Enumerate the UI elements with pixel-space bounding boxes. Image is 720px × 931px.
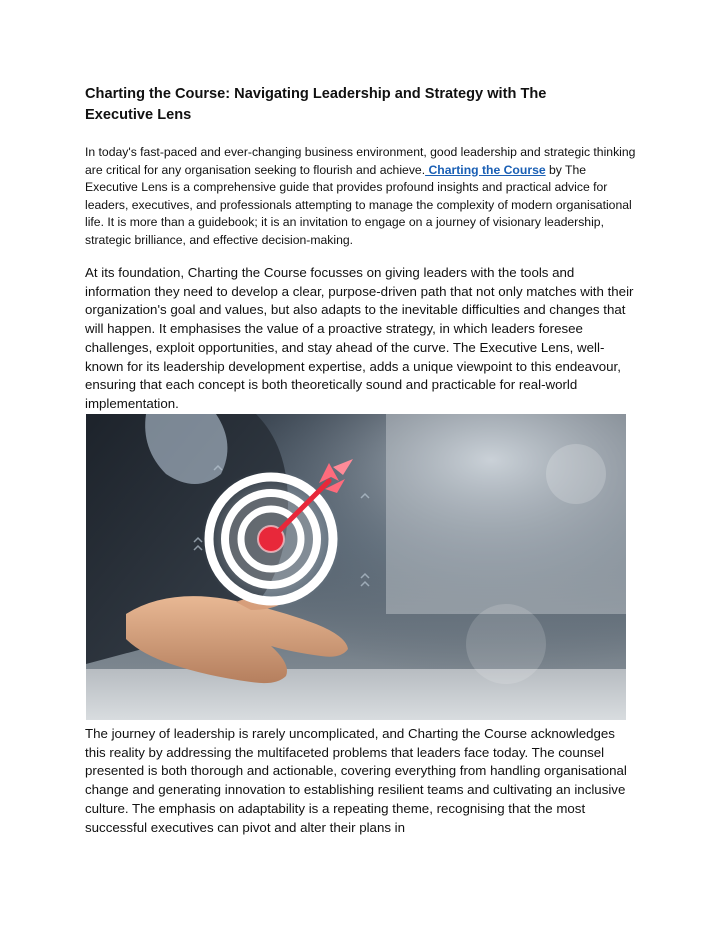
- bokeh-light: [546, 444, 606, 504]
- document-content: [85, 84, 637, 835]
- body-paragraph-2: The journey of leadership is rarely uncomplicated, and Charting the Course acknowledges this reality by addressing the multifaceted problems that leaders face today. The counsel presented is both thorough and actionable, covering everything from handling organisational change and generating innovation to establishing resilient teams and cultivating an inclusive culture. The emphasis on adaptability is a repeating theme, recognising that the most successful executives can pivot and alter their plans in: [85, 726, 627, 835]
- intro-text-after-link: by The Executive Lens is a comprehensive guide that provides profound insights and practical advice for leaders, executives, and professionals attempting to manage the complexity of modern organisational life. It is more than a guidebook; it is an invitation to engage on a journey of visionary leadership, strategic brilliance, and effective decision-making.: [85, 162, 632, 247]
- hero-illustration: [86, 414, 626, 720]
- desk-surface: [86, 669, 626, 720]
- charting-the-course-link[interactable]: Charting the Course: [425, 162, 546, 177]
- hero-image: [86, 414, 626, 720]
- bokeh-light: [466, 604, 546, 684]
- document-title: Charting the Course: Navigating Leadership and Strategy with The Executive Lens: [85, 86, 547, 123]
- intro-text-before-link: In today's fast-paced and ever-changing business environment, good leadership and strategic thinking are critical for any organisation seeking to flourish and achieve.: [85, 145, 636, 177]
- body-paragraph-1: At its foundation, Charting the Course focusses on giving leaders with the tools and information they need to develop a clear, purpose-driven path that not only matches with their organization's goal and values, but also adapts to the inevitable difficulties and changes that will happen. It emphasises the value of a proactive strategy, in which leaders foresee challenges, exploit opportunities, and stay ahead of the curve. The Executive Lens, well-known for its leadership development expertise, adds a unique viewpoint to this endeavour, ensuring that each concept is both theoretically sound and practicable for real-world implementation.: [85, 265, 634, 411]
- window-light: [386, 414, 626, 614]
- intro-paragraph: [85, 144, 637, 250]
